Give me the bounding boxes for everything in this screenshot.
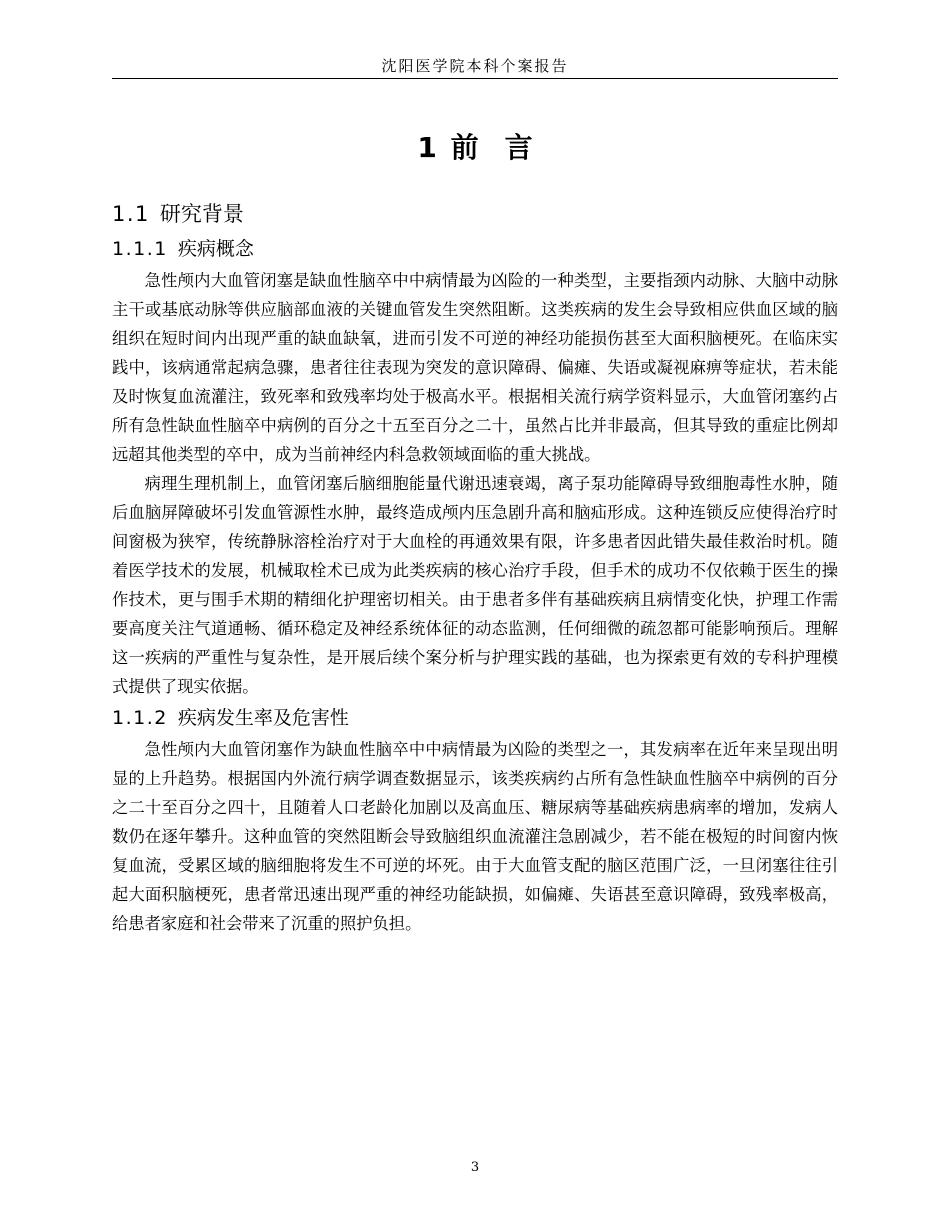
page-body [112, 196, 838, 938]
paragraph: 急性颅内大血管闭塞作为缺血性脑卒中中病情最为凶险的类型之一，其发病率在近年来呈现出明显的上升趋势。根据国内外流行病学调查数据显示，该类疾病约占所有急性缺血性脑卒中病例的百分之二十至百分之四十，且随着人口老龄化加剧以及高血压、糖尿病等基础疾病患病率的增加，发病人数仍在逐年攀升。这种血管的突然阻断会导致脑组织血流灌注急剧减少，若不能在极短的时间窗内恢复血流，受累区域的脑细胞将发生不可逆的坏死。由于大血管支配的脑区范围广泛，一旦闭塞往往引起大面积脑梗死，患者常迅速出现严重的神经功能缺损，如偏瘫、失语甚至意识障碍，致残率极高，给患者家庭和社会带来了沉重的照护负担。 [112, 740, 838, 933]
page-number: 3 [470, 1160, 480, 1175]
subsection-number: 1.1.1 [112, 238, 168, 260]
header-divider [112, 78, 838, 79]
chapter-title-part2: 言 [504, 131, 533, 164]
chapter-title [112, 128, 838, 168]
subsection-heading-1-1-1 [112, 232, 838, 266]
paragraph: 病理生理机制上，血管闭塞后脑细胞能量代谢迅速衰竭，离子泵功能障碍导致细胞毒性水肿，随后血脑屏障破坏引发血管源性水肿，最终造成颅内压急剧升高和脑疝形成。这种连锁反应使得治疗时间窗极为狭窄，传统静脉溶栓治疗对于大血栓的再通效果有限，许多患者因此错失最佳救治时机。随着医学技术的发展，机械取栓术已成为此类疾病的核心治疗手段，但手术的成功不仅依赖于医生的操作技术，更与围手术期的精细化护理密切相关。由于患者多伴有基础疾病且病情变化快，护理工作需要高度关注气道通畅、循环稳定及神经系统体征的动态监测，任何细微的疏忽都可能影响预后。理解这一疾病的严重性与复杂性，是开展后续个案分析与护理实践的基础，也为探索更有效的专科护理模式提供了现实依据。 [112, 474, 838, 696]
subsection-number: 1.1.2 [112, 707, 168, 729]
paragraph: 急性颅内大血管闭塞是缺血性脑卒中中病情最为凶险的一种类型，主要指颈内动脉、大脑中动脉主干或基底动脉等供应脑部血液的关键血管发生突然阻断。这类疾病的发生会导致相应供血区域的脑组织在短时间内出现严重的缺血缺氧，进而引发不可逆的神经功能损伤甚至大面积脑梗死。在临床实践中，该病通常起病急骤，患者往往表现为突发的意识障碍、偏瘫、失语或凝视麻痹等症状，若未能及时恢复血流灌注，致死率和致残率均处于极高水平。根据相关流行病学资料显示，大血管闭塞约占所有急性缺血性脑卒中病例的百分之十五至百分之二十，虽然占比并非最高，但其导致的重症比例却远超其他类型的卒中，成为当前神经内科急救领域面临的重大挑战。 [112, 271, 838, 464]
running-header: 沈阳医学院本科个案报告 [381, 57, 569, 75]
subsection-title: 疾病发生率及危害性 [177, 707, 349, 729]
section-number: 1.1 [112, 202, 150, 226]
section-title: 研究背景 [159, 202, 244, 226]
section-heading-1-1 [112, 196, 838, 232]
chapter-number: 1 [417, 131, 437, 164]
subsection-heading-1-1-2 [112, 701, 838, 735]
chapter-title-part1: 前 [450, 131, 479, 164]
subsection-title: 疾病概念 [177, 238, 254, 260]
